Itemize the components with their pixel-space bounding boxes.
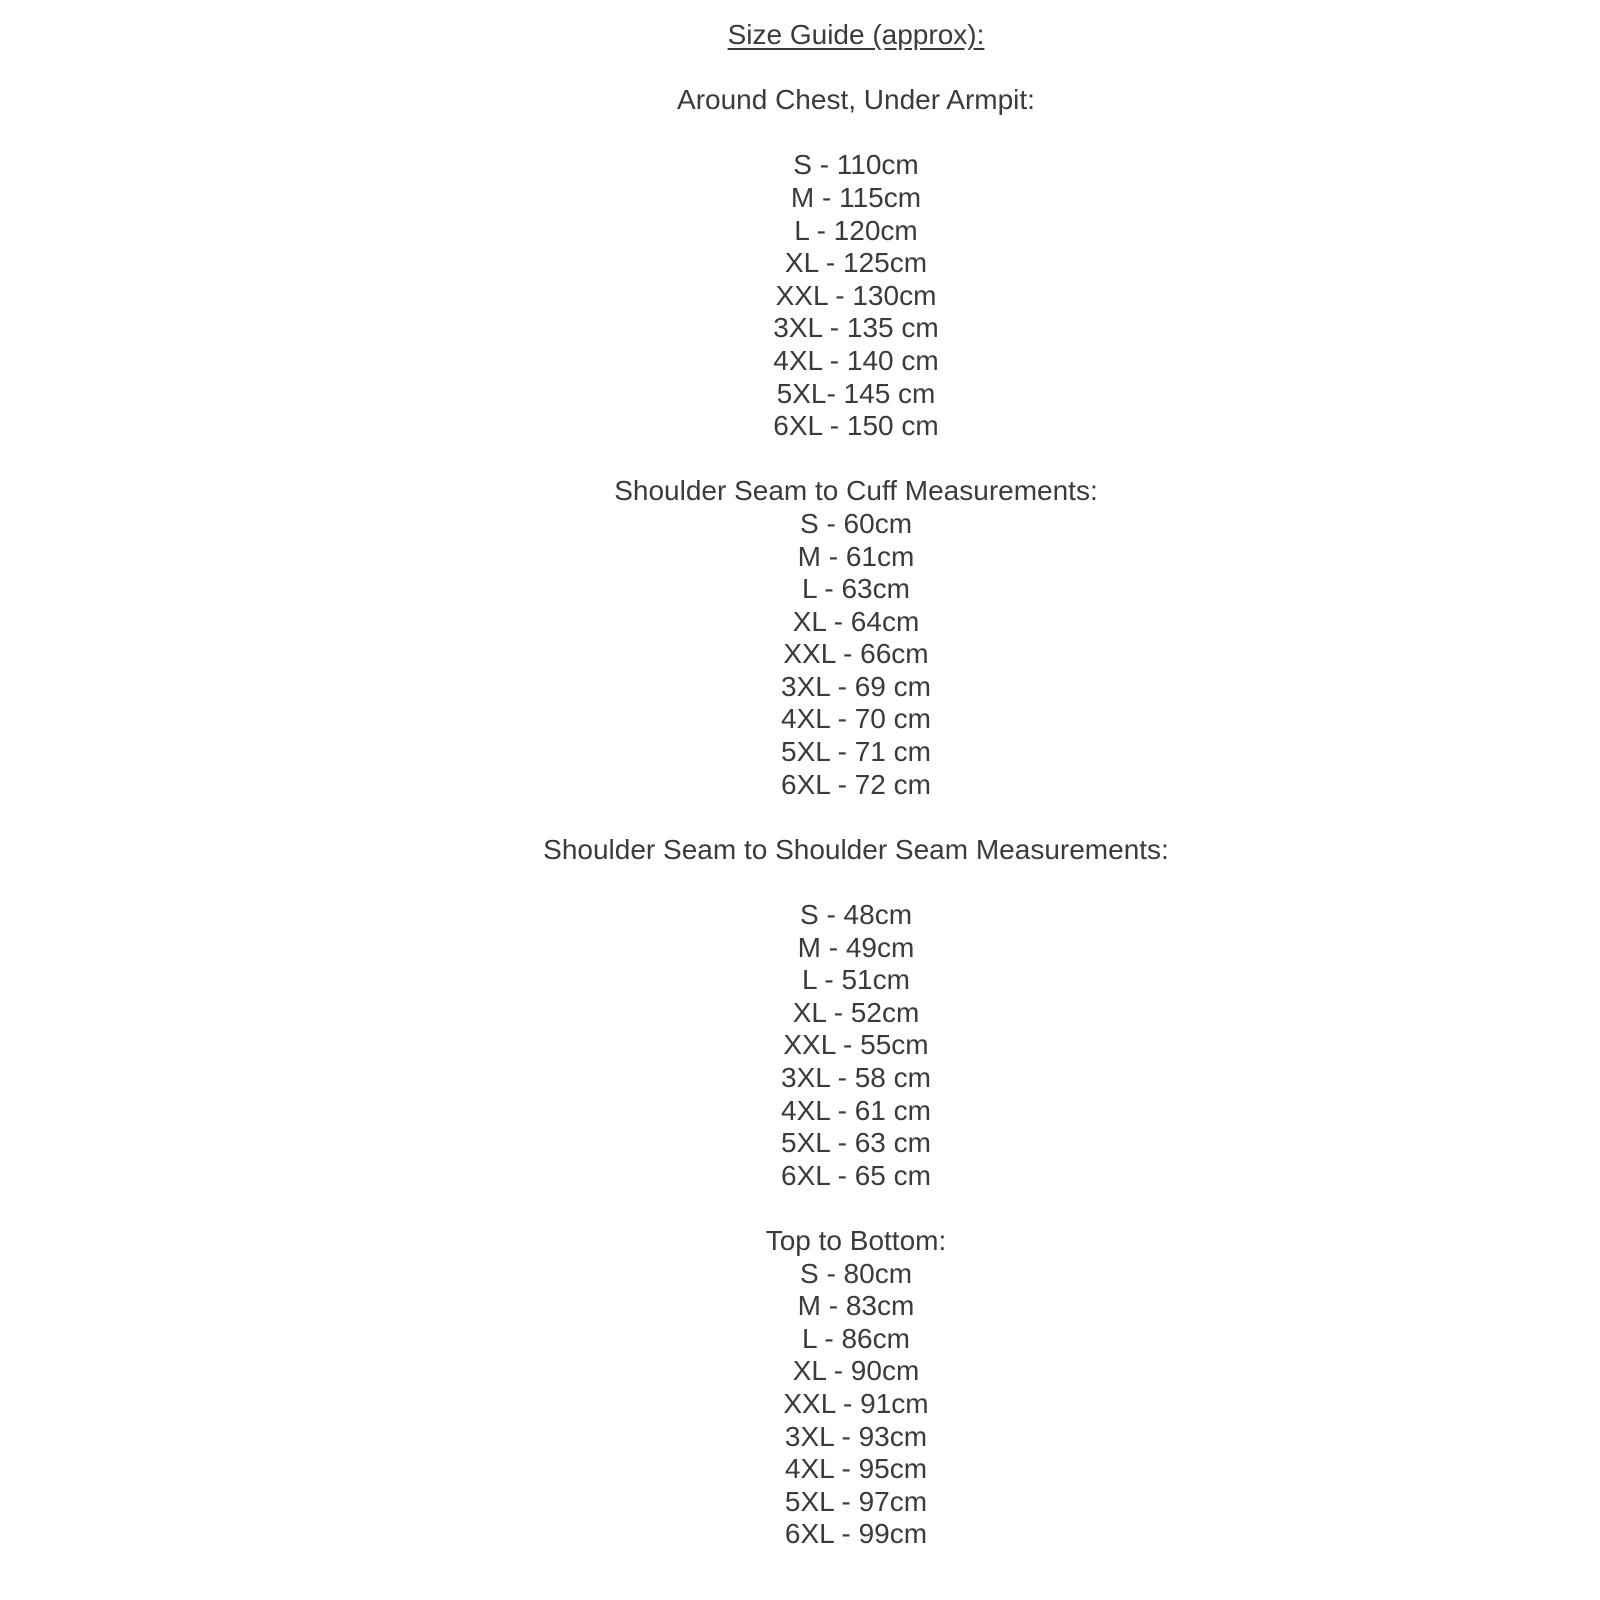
size-row: 3XL - 69 cm bbox=[781, 670, 931, 702]
size-row: XXL - 66cm bbox=[783, 638, 929, 670]
size-row: L - 120cm bbox=[794, 214, 918, 246]
size-row: M - 49cm bbox=[797, 931, 915, 963]
size-row: XL - 52cm bbox=[792, 996, 920, 1028]
size-row: 6XL - 99cm bbox=[784, 1518, 928, 1550]
size-row: 5XL - 63 cm bbox=[781, 1127, 931, 1159]
size-row: 6XL - 72 cm bbox=[781, 768, 931, 800]
size-row: XXL - 55cm bbox=[783, 1029, 929, 1061]
measurement-section bbox=[112, 84, 1600, 443]
measurement-section bbox=[112, 1225, 1600, 1551]
size-row: XL - 125cm bbox=[784, 247, 928, 279]
size-row: M - 115cm bbox=[790, 181, 922, 213]
size-row: 3XL - 135 cm bbox=[773, 312, 939, 344]
size-row: 5XL - 97cm bbox=[784, 1485, 928, 1517]
size-row: 4XL - 95cm bbox=[784, 1453, 928, 1485]
size-row: XL - 90cm bbox=[792, 1355, 920, 1387]
section-heading: Top to Bottom: bbox=[765, 1224, 947, 1256]
size-row: XXL - 130cm bbox=[775, 279, 937, 311]
size-row: M - 61cm bbox=[797, 540, 915, 572]
size-row: 3XL - 58 cm bbox=[781, 1062, 931, 1093]
size-row: L - 86cm bbox=[802, 1322, 910, 1354]
size-row: S - 80cm bbox=[799, 1257, 913, 1289]
size-row: XXL - 91cm bbox=[783, 1387, 929, 1419]
section-heading: Around Chest, Under Armpit: bbox=[677, 84, 1035, 116]
size-row: 4XL - 61 cm bbox=[781, 1094, 931, 1126]
size-row: M - 83cm bbox=[797, 1290, 915, 1322]
size-row: 3XL - 93cm bbox=[784, 1420, 928, 1452]
size-row: 4XL - 70 cm bbox=[781, 703, 931, 735]
measurement-section bbox=[112, 475, 1600, 801]
section-heading: Shoulder Seam to Cuff Measurements: bbox=[614, 475, 1098, 507]
section-heading: Shoulder Seam to Shoulder Seam Measurements: bbox=[543, 833, 1169, 865]
size-row: S - 48cm bbox=[799, 899, 913, 931]
size-row: L - 63cm bbox=[802, 573, 910, 605]
size-row: 6XL - 150 cm bbox=[773, 410, 939, 442]
page-title: Size Guide (approx): bbox=[727, 19, 985, 50]
size-row: 5XL - 71 cm bbox=[781, 736, 931, 768]
size-row: 4XL - 140 cm bbox=[773, 344, 939, 376]
size-guide-sections bbox=[112, 84, 1600, 1551]
size-row: 6XL - 65 cm bbox=[781, 1159, 931, 1191]
size-row: L - 51cm bbox=[802, 964, 910, 996]
measurement-section bbox=[112, 834, 1600, 1193]
size-row: S - 110cm bbox=[793, 149, 919, 181]
size-row: S - 60cm bbox=[799, 507, 913, 539]
size-row: XL - 64cm bbox=[792, 605, 920, 637]
size-row: 5XL- 145 cm bbox=[776, 377, 936, 409]
